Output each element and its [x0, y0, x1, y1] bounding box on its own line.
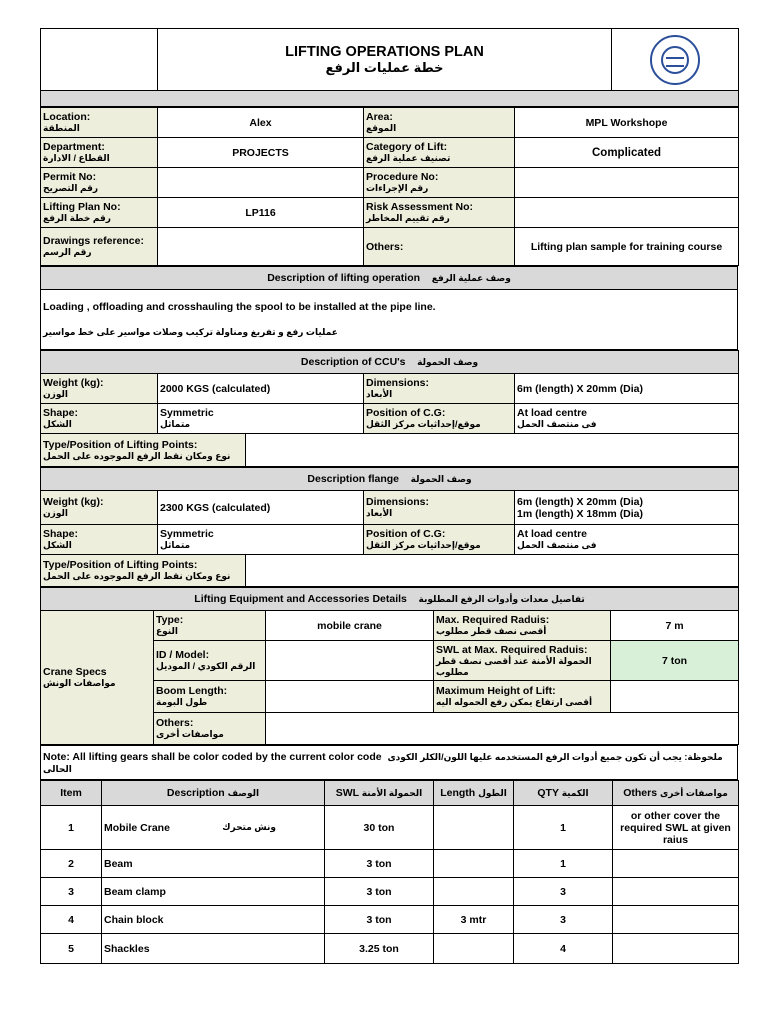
crane-others-label-cell	[154, 713, 266, 745]
crane-model-label-ar: الرقم الكودي / الموديل	[156, 661, 256, 671]
procedure-value[interactable]	[515, 168, 739, 198]
row-item: 4	[41, 906, 102, 934]
swl-label-ar: الحمولة الأمنة عند أقصى نصف قطر مطلوب	[436, 655, 592, 677]
ccu-points-label: Type/Position of Lifting Points:	[43, 438, 198, 451]
ccu-shape-label: Shape:	[43, 407, 79, 419]
flange-shape-label-cell	[41, 525, 158, 555]
flange-shape-value: Symmetric	[160, 528, 214, 540]
ccu-dim-label-ar: الأبعاد	[366, 389, 393, 399]
col-length-ar: الطول	[478, 788, 507, 798]
procedure-label-cell	[364, 168, 515, 198]
crane-model-label: ID / Model:	[156, 649, 210, 661]
col-qty-en: QTY	[537, 787, 559, 799]
info-table	[40, 107, 739, 266]
ccu-weight-label-cell	[41, 374, 158, 404]
ccu-band	[41, 351, 739, 374]
flange-points-value[interactable]	[246, 555, 739, 587]
row-desc-en: Mobile Crane	[104, 821, 170, 834]
row-length: 3 mtr	[434, 906, 514, 934]
col-item: Item	[41, 781, 102, 806]
row-length	[434, 934, 514, 964]
crane-type-label-cell	[154, 611, 266, 641]
ccu-shape-label-ar: الشكل	[43, 419, 72, 429]
height-value[interactable]	[611, 681, 739, 713]
liftplan-value[interactable]: LP116	[158, 198, 364, 228]
swl-value[interactable]: 7 ton	[611, 641, 739, 681]
liftplan-label-cell	[41, 198, 158, 228]
crane-others-value[interactable]	[266, 713, 739, 745]
row-item: 3	[41, 878, 102, 906]
col-swl-en: SWL	[335, 787, 359, 799]
department-label: Department:	[43, 141, 105, 153]
flange-weight-label-cell	[41, 491, 158, 525]
location-label-cell	[41, 108, 158, 138]
row-item: 1	[41, 806, 102, 850]
row-others	[613, 906, 739, 934]
flange-cg-value: At load centre	[517, 528, 588, 540]
ccu-shape-value-ar: متماثل	[160, 419, 191, 429]
department-label-ar: القطاع / الادارة	[43, 153, 110, 163]
col-qty	[514, 781, 613, 806]
procedure-label: Procedure No:	[366, 171, 439, 183]
note-table	[40, 745, 738, 780]
boom-label-cell	[154, 681, 266, 713]
header-table	[40, 28, 739, 107]
others-value[interactable]: Lifting plan sample for training course	[515, 228, 739, 266]
department-value[interactable]: PROJECTS	[158, 138, 364, 168]
row-qty: 1	[514, 806, 613, 850]
swl-label: SWL at Max. Required Raduis:	[436, 643, 588, 656]
operation-band-ar: وصف عملية الرفع	[431, 273, 511, 283]
category-label-ar: تصنيف عملية الرفع	[366, 153, 451, 163]
items-table	[40, 780, 739, 964]
flange-points-label-cell	[41, 555, 246, 587]
crane-others-label-ar: مواصفات أخرى	[156, 729, 224, 739]
ccu-dim-value[interactable]: 6m (length) X 20mm (Dia)	[515, 374, 739, 404]
row-qty: 1	[514, 850, 613, 878]
row-swl: 3 ton	[325, 906, 434, 934]
ccu-cg-value: At load centre	[517, 407, 588, 419]
permit-label: Permit No:	[43, 171, 97, 183]
risk-label-cell	[364, 198, 515, 228]
flange-shape-label: Shape:	[43, 528, 79, 540]
row-desc	[102, 806, 325, 850]
row-length	[434, 850, 514, 878]
table-row[interactable]	[41, 934, 739, 964]
company-logo	[650, 35, 700, 85]
row-others	[613, 934, 739, 964]
ccu-dim-label: Dimensions:	[366, 377, 430, 389]
row-qty: 3	[514, 906, 613, 934]
note-text-ar: ملحوظة: يجب أن تكون جميع أدوات الرفع المستخدمه عليها اللون/الكلر الكودى الحالى	[43, 751, 723, 774]
radius-label: Max. Required Raduis:	[436, 614, 550, 626]
col-description-ar: الوصف	[227, 788, 260, 798]
location-value[interactable]: Alex	[158, 108, 364, 138]
boom-label: Boom Length:	[156, 685, 228, 697]
row-desc: Beam clamp	[102, 878, 325, 906]
row-item: 5	[41, 934, 102, 964]
page-title: LIFTING OPERATIONS PLAN	[285, 43, 484, 60]
row-desc-ar: ونش متحرك	[222, 821, 276, 832]
ccu-cg-value-ar: فى منتصف الحمل	[517, 419, 597, 429]
col-qty-ar: الكمية	[561, 788, 589, 798]
location-label: Location:	[43, 111, 91, 123]
ccu-shape-value-cell[interactable]	[158, 404, 364, 434]
separator	[41, 91, 739, 107]
row-others	[613, 878, 739, 906]
flange-band	[41, 468, 739, 491]
col-swl	[325, 781, 434, 806]
ccu-cg-label-ar: موقع/إحداثيات مركز الثقل	[366, 419, 481, 429]
crane-model-value[interactable]	[266, 641, 434, 681]
ccu-band-en: Description of CCU's	[300, 356, 406, 368]
row-desc: Shackles	[102, 934, 325, 964]
crane-others-label: Others:	[156, 717, 194, 729]
flange-weight-label-ar: الوزن	[43, 508, 68, 518]
radius-label-ar: أقصى نصف قطر مطلوب	[436, 626, 547, 636]
flange-shape-value-cell[interactable]	[158, 525, 364, 555]
flange-dim-value-cell[interactable]	[515, 491, 739, 525]
permit-label-ar: رقم التصريح	[43, 183, 99, 193]
boom-label-ar: طول البومة	[156, 697, 208, 707]
crane-type-value[interactable]: mobile crane	[266, 611, 434, 641]
procedure-label-ar: رقم الإجراءات	[366, 183, 429, 193]
flange-table	[40, 467, 739, 587]
flange-shape-value-ar: متماثل	[160, 540, 191, 550]
operation-text-ar: عمليات رفع و تفريغ ومناولة تركيب وصلات مواسير على خط مواسير	[43, 327, 338, 337]
drawings-label-ar: رقم الرسم	[43, 247, 92, 257]
row-qty: 3	[514, 878, 613, 906]
crane-specs-label: Crane Specs	[43, 666, 107, 678]
boom-value[interactable]	[266, 681, 434, 713]
row-qty: 4	[514, 934, 613, 964]
row-desc: Beam	[102, 850, 325, 878]
col-others	[613, 781, 739, 806]
height-label: Maximum Height of Lift:	[436, 685, 556, 697]
ccu-band-ar: وصف الحمولة	[417, 357, 479, 367]
row-length	[434, 806, 514, 850]
note-cell	[41, 746, 738, 780]
permit-label-cell	[41, 168, 158, 198]
operation-text-cell[interactable]	[41, 290, 738, 350]
row-others	[613, 850, 739, 878]
row-item: 2	[41, 850, 102, 878]
flange-shape-label-ar: الشكل	[43, 540, 72, 550]
ccu-points-label-cell	[41, 434, 246, 467]
ccu-shape-label-cell	[41, 404, 158, 434]
crane-specs-label-cell	[41, 611, 154, 745]
flange-band-en: Description flange	[307, 473, 399, 485]
row-desc: Chain block	[102, 906, 325, 934]
flange-cg-value-ar: فى منتصف الحمل	[517, 540, 597, 550]
liftplan-label: Lifting Plan No:	[43, 201, 121, 213]
risk-label: Risk Assessment No:	[366, 201, 473, 213]
note-text-en: Note: All lifting gears shall be color coded by the current color code	[43, 750, 382, 763]
ccu-cg-value-cell[interactable]	[515, 404, 739, 434]
flange-points-label: Type/Position of Lifting Points:	[43, 559, 198, 571]
crane-model-label-cell	[154, 641, 266, 681]
ccu-weight-value[interactable]: 2000 KGS (calculated)	[158, 374, 364, 404]
radius-value[interactable]: 7 m	[611, 611, 739, 641]
ccu-cg-label: Position of C.G:	[366, 407, 446, 419]
crane-type-label-ar: النوع	[156, 626, 178, 636]
permit-value[interactable]	[158, 168, 364, 198]
table-row[interactable]	[41, 878, 739, 906]
flange-cg-label-ar: موقع/إحداثيات مركز الثقل	[366, 540, 481, 550]
row-swl: 3 ton	[325, 878, 434, 906]
operation-text-en: Loading , offloading and crosshauling the spool to be installed at the pipe line.	[43, 301, 436, 313]
title-cell	[158, 29, 612, 91]
row-swl: 30 ton	[325, 806, 434, 850]
drawings-label: Drawings reference:	[43, 235, 144, 247]
flange-dim-value-2: 1m (length) X 18mm (Dia)	[517, 507, 644, 520]
category-value[interactable]: Complicated	[515, 138, 739, 168]
drawings-value[interactable]	[158, 228, 364, 266]
radius-label-cell	[434, 611, 611, 641]
height-label-cell	[434, 681, 611, 713]
operation-band	[41, 267, 738, 290]
area-label: Area:	[366, 111, 393, 123]
area-value[interactable]: MPL Workshope	[515, 108, 739, 138]
drawings-label-cell	[41, 228, 158, 266]
ccu-table	[40, 350, 739, 467]
flange-dim-label-cell	[364, 491, 515, 525]
risk-label-ar: رقم تقييم المخاطر	[366, 213, 450, 223]
col-length-en: Length	[440, 787, 476, 799]
col-description	[102, 781, 325, 806]
header-blank	[41, 29, 158, 91]
liftplan-label-ar: رقم خطة الرفع	[43, 213, 111, 223]
equipment-band-ar: تفاصيل معدات وأدوات الرفع المطلوبة	[418, 594, 585, 604]
risk-value[interactable]	[515, 198, 739, 228]
row-length	[434, 878, 514, 906]
area-label-ar: الموقع	[366, 123, 397, 133]
col-swl-ar: الحمولة الأمنة	[361, 788, 423, 798]
flange-band-ar: وصف الحمولة	[410, 474, 472, 484]
flange-cg-label-cell	[364, 525, 515, 555]
operation-band-en: Description of lifting operation	[267, 272, 421, 284]
ccu-dim-label-cell	[364, 374, 515, 404]
operation-table	[40, 266, 738, 350]
flange-weight-label: Weight (kg):	[43, 496, 104, 508]
flange-dim-label-ar: الأبعاد	[366, 508, 393, 518]
page-title-ar: خطة عمليات الرفع	[325, 59, 444, 75]
ccu-points-label-ar: نوع ومكان نقط الرفع الموجوده على الحمل	[43, 450, 231, 461]
flange-dim-value-1: 6m (length) X 20mm (Dia)	[517, 495, 644, 508]
equipment-band	[41, 588, 739, 611]
ccu-points-value[interactable]	[246, 434, 739, 467]
location-label-ar: المنطقة	[43, 123, 80, 133]
equipment-table	[40, 587, 739, 745]
lifting-plan-form	[40, 28, 738, 964]
equipment-band-en: Lifting Equipment and Accessories Details	[194, 593, 407, 605]
height-label-ar: أقصى ارتفاع يمكن رفع الحموله اليه	[436, 697, 593, 707]
col-length	[434, 781, 514, 806]
flange-weight-value[interactable]: 2300 KGS (calculated)	[158, 491, 364, 525]
logo-cell	[612, 29, 739, 91]
row-others: or other cover the required SWL at given raius	[613, 806, 739, 850]
ccu-shape-value: Symmetric	[160, 407, 214, 419]
category-label: Category of Lift:	[366, 141, 448, 153]
flange-points-label-ar: نوع ومكان نقط الرفع الموجوده على الحمل	[43, 571, 231, 581]
crane-type-label: Type:	[156, 614, 184, 626]
department-label-cell	[41, 138, 158, 168]
others-label: Others:	[364, 228, 515, 266]
ccu-cg-label-cell	[364, 404, 515, 434]
ccu-weight-label: Weight (kg):	[43, 377, 104, 389]
col-description-en: Description	[166, 787, 225, 799]
ccu-weight-label-ar: الوزن	[43, 389, 68, 399]
flange-cg-label: Position of C.G:	[366, 528, 446, 540]
category-label-cell	[364, 138, 515, 168]
row-swl: 3 ton	[325, 850, 434, 878]
crane-specs-label-ar: مواصفات الونش	[43, 678, 116, 688]
area-label-cell	[364, 108, 515, 138]
flange-dim-label: Dimensions:	[366, 496, 430, 508]
col-others-en: Others	[623, 787, 658, 799]
row-swl: 3.25 ton	[325, 934, 434, 964]
table-row[interactable]	[41, 806, 739, 850]
table-row[interactable]	[41, 850, 739, 878]
swl-label-cell	[434, 641, 611, 681]
col-others-ar: مواصفات أخرى	[659, 788, 728, 798]
flange-cg-value-cell[interactable]	[515, 525, 739, 555]
table-row[interactable]	[41, 906, 739, 934]
